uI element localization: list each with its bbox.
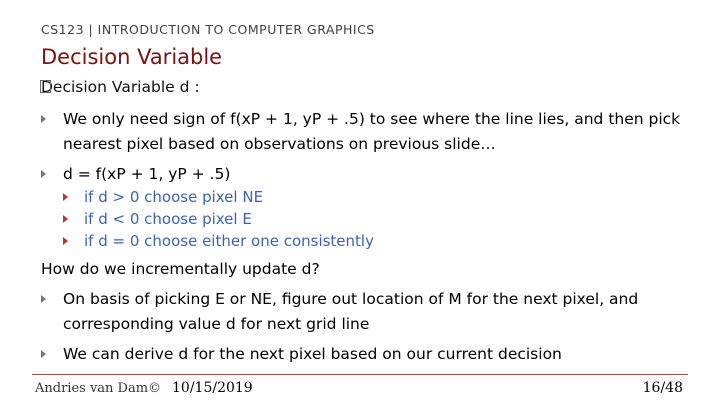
bullet-triangle-icon	[41, 170, 46, 178]
bullet-text-line2: corresponding value d for next grid line	[63, 315, 370, 333]
sub-bullet-triangle-icon	[63, 237, 68, 245]
question-text: How do we incrementally update d?	[41, 260, 320, 278]
sub-bullet-text: if d = 0 choose either one consistently	[84, 232, 374, 250]
sub-bullet-text: if d < 0 choose pixel E	[84, 210, 252, 228]
course-header: CS123 | INTRODUCTION TO COMPUTER GRAPHICS	[41, 22, 375, 37]
bullet-text-line1: On basis of picking E or NE, figure out location of M for the next pixel, and	[63, 290, 639, 308]
sub-bullet-triangle-icon	[63, 193, 68, 201]
bullet-text-line1: d = f(xP + 1, yP + .5)	[63, 165, 231, 183]
footer-author: Andries van Dam©	[35, 381, 162, 396]
bullet-text-line1: We can derive d for the next pixel based on our current decision	[63, 345, 562, 363]
bullet-text-line1: We only need sign of f(xP + 1, yP + .5) to see where the line lies, and then pick	[63, 110, 681, 128]
subheading-text: Decision Variable d :	[41, 78, 200, 96]
placeholder-box-icon	[40, 80, 51, 93]
footer-divider	[32, 374, 688, 375]
subheading	[41, 78, 200, 96]
bullet-triangle-icon	[41, 295, 46, 303]
page-number: 16/48	[642, 380, 683, 396]
sub-bullet-text: if d > 0 choose pixel NE	[84, 188, 264, 206]
bullet-text-line2: nearest pixel based on observations on previous slide…	[63, 135, 496, 153]
slide-title: Decision Variable	[41, 45, 223, 69]
footer-date: 10/15/2019	[172, 380, 253, 396]
bullet-triangle-icon	[41, 350, 46, 358]
sub-bullet-triangle-icon	[63, 215, 68, 223]
bullet-triangle-icon	[41, 115, 46, 123]
